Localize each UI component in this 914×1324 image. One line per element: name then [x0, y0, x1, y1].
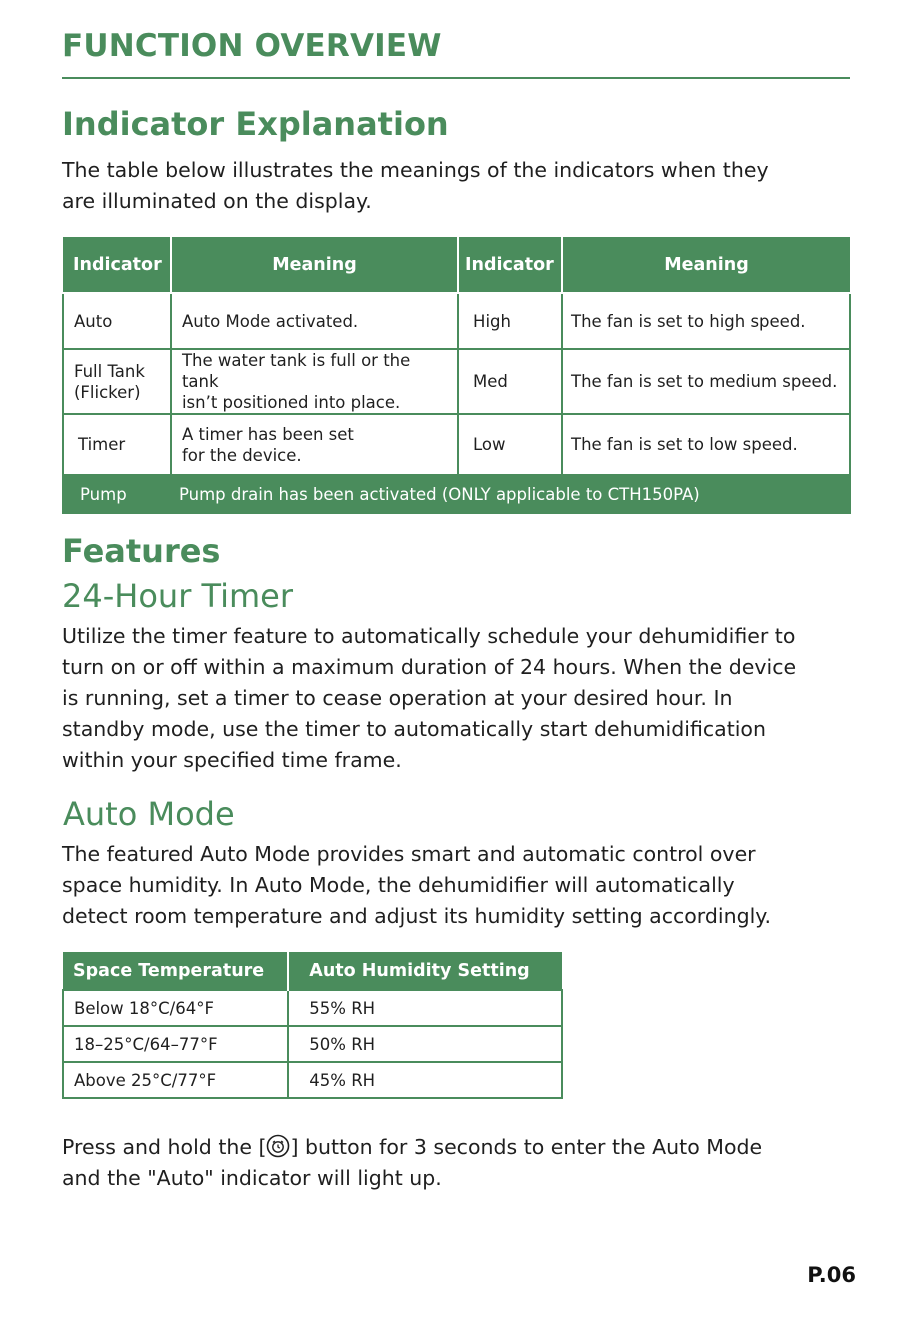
indicator-cell: Timer	[63, 414, 171, 475]
table-row	[63, 414, 850, 475]
pump-meaning-cell: Pump drain has been activated (ONLY applicable to CTH150PA)	[171, 475, 850, 513]
indicator-cell: Med	[458, 349, 562, 414]
indicator-intro	[62, 155, 769, 217]
table-row	[63, 990, 562, 1026]
col-header: Auto Humidity Setting	[288, 952, 562, 990]
meaning-line: for the device.	[181, 445, 302, 465]
indicator-heading: Indicator Explanation	[62, 105, 449, 143]
timer-description	[62, 621, 796, 776]
humidity-cell: 45% RH	[288, 1062, 562, 1098]
col-header: Indicator	[458, 237, 562, 293]
note-line-1	[62, 1132, 762, 1163]
meaning-line: The water tank is full or the tank	[181, 351, 411, 391]
indicator-cell: Auto	[63, 293, 171, 349]
indicator-line: (Flicker)	[74, 382, 141, 402]
indicator-table-header	[63, 237, 850, 293]
table-row	[63, 349, 850, 414]
timer-heading: 24-Hour Timer	[62, 577, 293, 615]
indicator-cell	[63, 349, 171, 414]
humidity-cell: 55% RH	[288, 990, 562, 1026]
timer-line: Utilize the timer feature to automatically schedule your dehumidifier to	[62, 624, 796, 648]
table-row	[63, 1062, 562, 1098]
intro-line-2: are illuminated on the display.	[62, 189, 372, 213]
table-row	[63, 293, 850, 349]
auto-mode-line: detect room temperature and adjust its humidity setting accordingly.	[62, 904, 772, 928]
note-text: Press and hold the [	[62, 1135, 267, 1159]
temperature-cell: Below 18°C/64°F	[63, 990, 288, 1026]
indicator-line: Full Tank	[74, 361, 145, 381]
pump-indicator-cell: Pump	[63, 475, 171, 513]
intro-line-1: The table below illustrates the meanings of the indicators when they	[62, 158, 769, 182]
auto-mode-note	[62, 1132, 762, 1194]
title-divider	[62, 77, 850, 79]
timer-line: within your specified time frame.	[62, 748, 402, 772]
indicator-table	[62, 237, 851, 514]
col-header: Space Temperature	[63, 952, 288, 990]
meaning-cell	[171, 414, 458, 475]
features-heading: Features	[62, 532, 221, 570]
pump-row	[63, 475, 850, 513]
timer-line: turn on or off within a maximum duration of 24 hours. When the device	[62, 655, 797, 679]
meaning-cell: The fan is set to high speed.	[562, 293, 850, 349]
auto-mode-line: The featured Auto Mode provides smart and automatic control over	[62, 842, 756, 866]
meaning-cell: The fan is set to medium speed.	[562, 349, 850, 414]
temperature-cell: 18–25°C/64–77°F	[63, 1026, 288, 1062]
auto-mode-heading: Auto Mode	[63, 795, 235, 833]
meaning-cell	[171, 349, 458, 414]
table-row	[63, 1026, 562, 1062]
temperature-cell: Above 25°C/77°F	[63, 1062, 288, 1098]
timer-line: is running, set a timer to cease operation at your desired hour. In	[62, 686, 733, 710]
col-header: Meaning	[171, 237, 458, 293]
alarm-clock-icon	[266, 1134, 290, 1158]
indicator-cell: Low	[458, 414, 562, 475]
meaning-cell: The fan is set to low speed.	[562, 414, 850, 475]
col-header: Meaning	[562, 237, 850, 293]
note-line-2: and the "Auto" indicator will light up.	[62, 1166, 442, 1190]
note-text: ] button for 3 seconds to enter the Auto Mode	[290, 1135, 763, 1159]
timer-line: standby mode, use the timer to automatically start dehumidification	[62, 717, 766, 741]
meaning-line: A timer has been set	[181, 424, 354, 444]
humidity-cell: 50% RH	[288, 1026, 562, 1062]
meaning-line: isn’t positioned into place.	[181, 393, 401, 412]
auto-mode-line: space humidity. In Auto Mode, the dehumidifier will automatically	[62, 873, 735, 897]
page-number: P.06	[807, 1263, 856, 1287]
meaning-cell: Auto Mode activated.	[171, 293, 458, 349]
humidity-table-header	[63, 952, 562, 990]
humidity-table	[62, 952, 563, 1099]
indicator-cell: High	[458, 293, 562, 349]
page-title: FUNCTION OVERVIEW	[62, 28, 442, 64]
auto-mode-description	[62, 839, 771, 932]
col-header: Indicator	[63, 237, 171, 293]
